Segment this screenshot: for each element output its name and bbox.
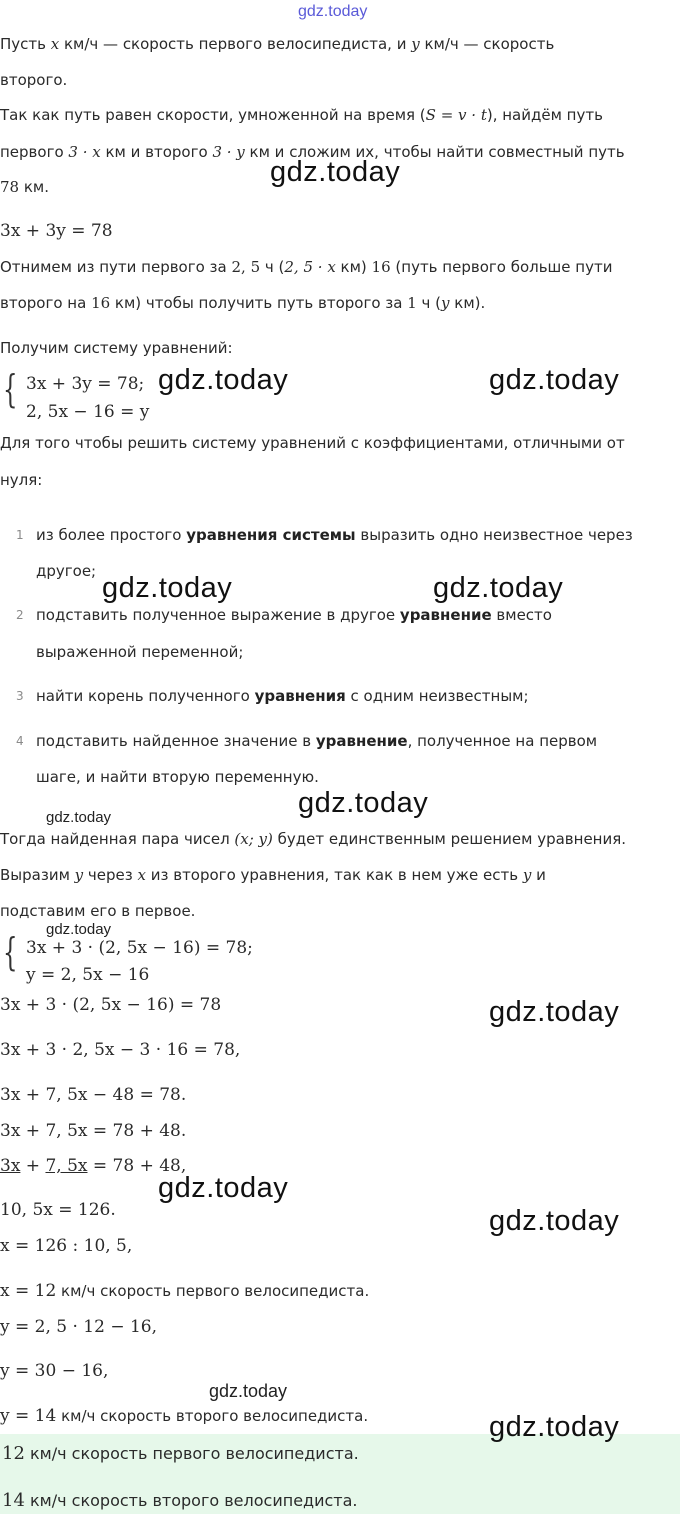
solution-step-5: 3x + 7, 5x = 78 + 48, [0, 1156, 187, 1176]
watermark: gdz.today [209, 1381, 288, 1401]
answer-block [0, 1434, 680, 1514]
intro-line-4: первого 3 · x км и второго 3 · y км и сложим их, чтобы найти совместный путь [0, 143, 625, 161]
step-1-line-1: из более простого уравнения системы выразить одно неизвестное через [36, 526, 633, 544]
watermark: gdz.today [46, 809, 112, 826]
watermark: gdz.today [270, 156, 401, 188]
equation-sum: 3x + 3y = 78 [0, 221, 113, 241]
solution-step-11: y = 14 км/ч скорость второго велосипедиста. [0, 1406, 369, 1426]
system2-row-1: 3x + 3 · (2, 5x − 16) = 78; [26, 938, 253, 958]
system1-row-2: 2, 5x − 16 = y [26, 402, 150, 422]
watermark: gdz.today [46, 921, 112, 938]
step-3-line-1: найти корень полученного уравнения с одним неизвестным; [36, 687, 529, 705]
step-number: 4 [16, 734, 24, 748]
solution-step-10: y = 30 − 16, [0, 1361, 109, 1381]
answer-line-2: 14 км/ч скорость второго велосипедиста. [2, 1490, 358, 1511]
after-line-2: Выразим y через x из второго уравнения, так как в нем уже есть y и [0, 866, 546, 884]
solution-step-1: 3x + 3 · (2, 5x − 16) = 78 [0, 995, 222, 1015]
intro-line-5: 78 км. [0, 178, 50, 196]
solution-step-8: x = 12 км/ч скорость первого велосипедиста. [0, 1281, 370, 1301]
watermark: gdz.today [489, 364, 620, 396]
solution-step-3: 3x + 7, 5x − 48 = 78. [0, 1085, 187, 1105]
step-4-line-2: шаге, и найти вторую переменную. [36, 768, 319, 786]
system1-row-1: 3x + 3y = 78; [26, 374, 145, 394]
watermark: gdz.today [102, 572, 233, 604]
solution-step-2: 3x + 3 · 2, 5x − 3 · 16 = 78, [0, 1040, 241, 1060]
solution-step-4: 3x + 7, 5x = 78 + 48. [0, 1121, 187, 1141]
step-2-line-2: выраженной переменной; [36, 643, 244, 661]
watermark: gdz.today [158, 1172, 289, 1204]
solution-step-6: 10, 5x = 126. [0, 1200, 116, 1220]
after-line-1: Тогда найденная пара чисел (x; y) будет единственным решением уравнения. [0, 830, 627, 848]
system-brace-2: { [3, 930, 18, 974]
intro-line-2: второго. [0, 71, 68, 89]
system-label: Получим систему уравнений: [0, 339, 233, 357]
step-4-line-1: подставить найденное значение в уравнение, полученное на первом [36, 732, 598, 750]
answer-line-1: 12 км/ч скорость первого велосипедиста. [2, 1443, 359, 1464]
watermark: gdz.today [489, 996, 620, 1028]
watermark: gdz.today [489, 1411, 620, 1443]
watermark: gdz.today [298, 787, 429, 819]
method-line-2: нуля: [0, 471, 43, 489]
watermark: gdz.today [433, 572, 564, 604]
para2-line-1: Отнимем из пути первого за 2, 5 ч (2, 5 · x км) 16 (путь первого больше пути [0, 258, 613, 276]
para2-line-2: второго на 16 км) чтобы получить путь второго за 1 ч (y км). [0, 294, 486, 312]
site-watermark-header: gdz.today [298, 3, 368, 20]
step-number: 1 [16, 528, 24, 542]
watermark: gdz.today [158, 364, 289, 396]
system-brace-1: { [3, 367, 18, 411]
system2-row-2: y = 2, 5x − 16 [26, 965, 150, 985]
solution-step-7: x = 126 : 10, 5, [0, 1236, 133, 1256]
solution-step-9: y = 2, 5 · 12 − 16, [0, 1317, 158, 1337]
step-number: 3 [16, 689, 24, 703]
watermark: gdz.today [489, 1205, 620, 1237]
step-1-line-2: другое; [36, 562, 97, 580]
step-2-line-1: подставить полученное выражение в другое уравнение вместо [36, 606, 552, 624]
method-line-1: Для того чтобы решить систему уравнений с коэффициентами, отличными от [0, 434, 625, 452]
intro-line-3: Так как путь равен скорости, умноженной на время (S = v · t), найдём путь [0, 106, 603, 124]
after-line-3: подставим его в первое. [0, 902, 196, 920]
step-number: 2 [16, 608, 24, 622]
intro-line-1: Пусть x км/ч — скорость первого велосипедиста, и y км/ч — скорость [0, 35, 555, 53]
